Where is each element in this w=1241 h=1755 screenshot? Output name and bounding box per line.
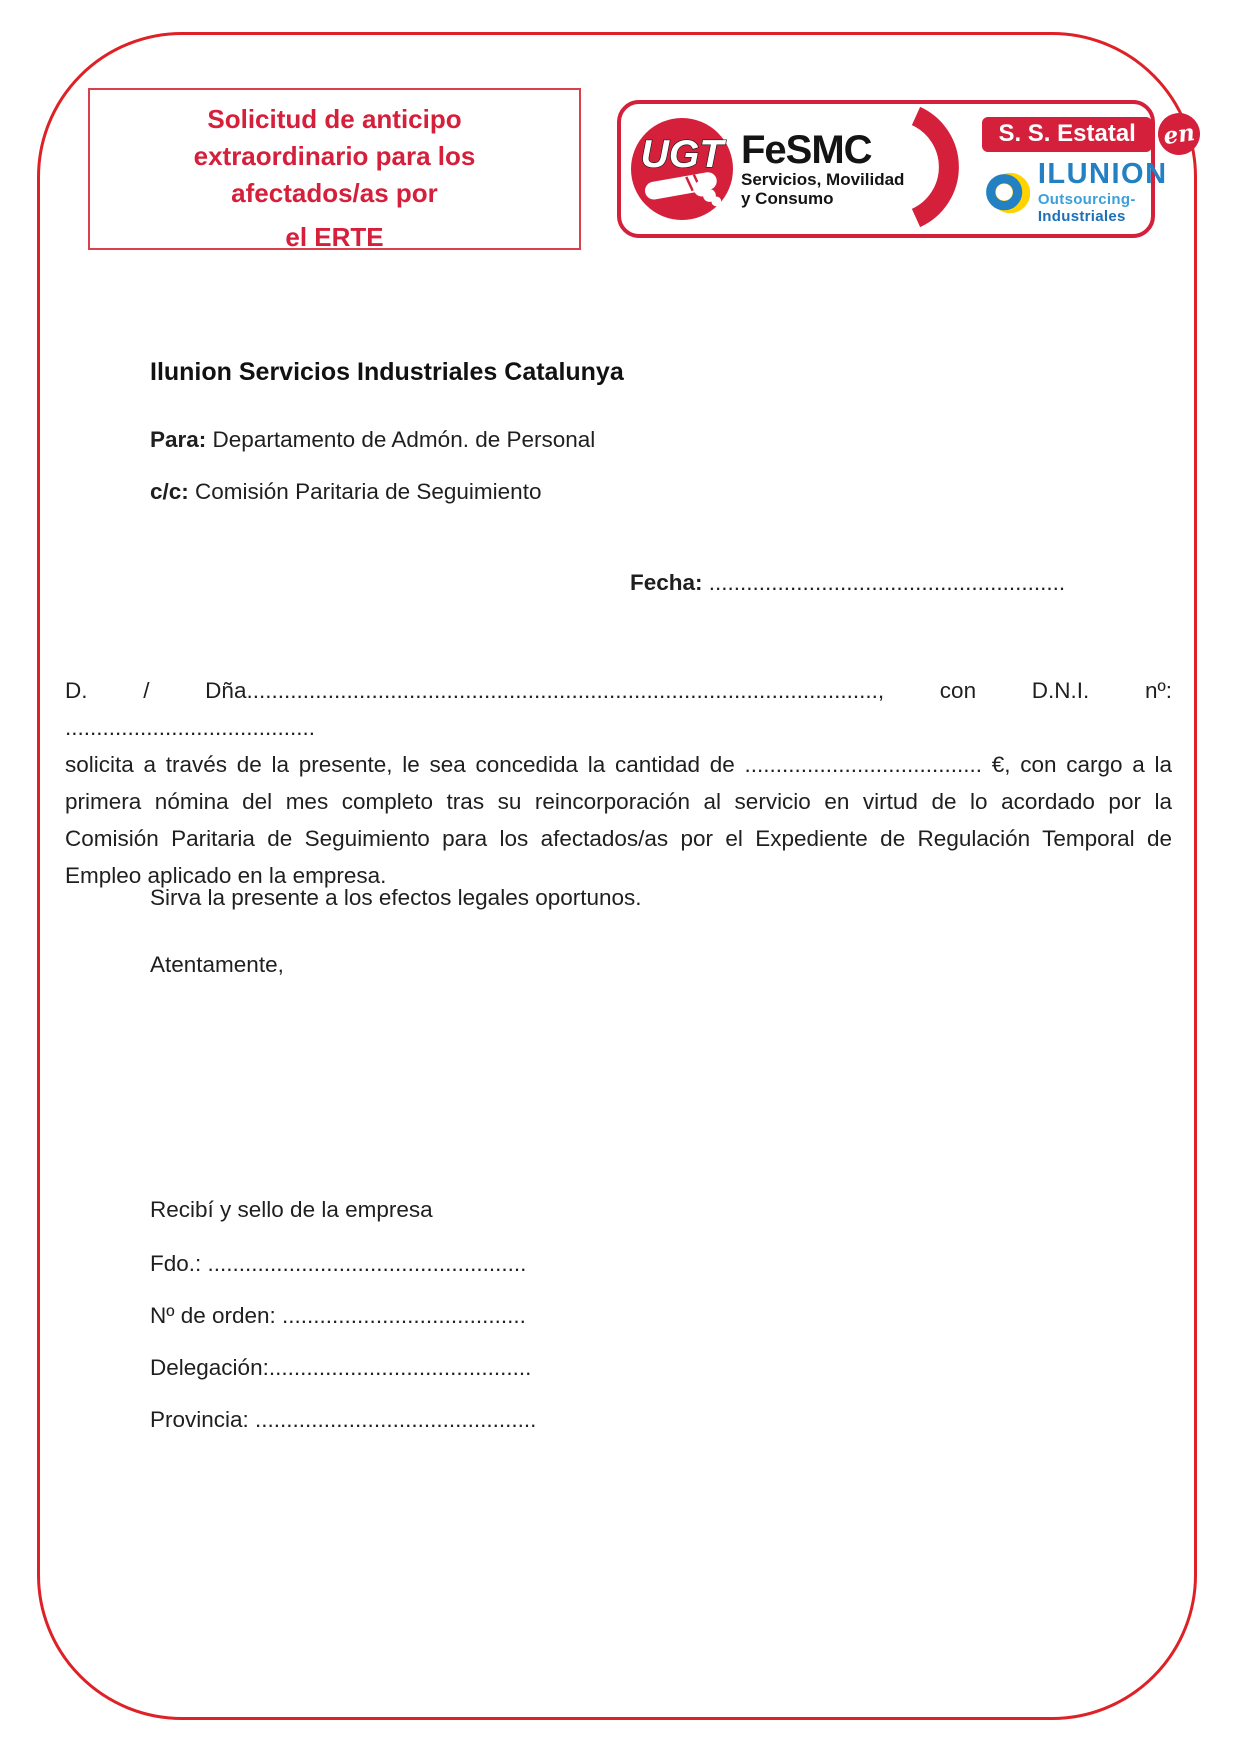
order-number-line: Nº de orden: ....................................... [150, 1303, 526, 1328]
ilunion-tagline [1038, 191, 1200, 225]
logo-banner [617, 100, 1197, 238]
cc-value: Comisión Paritaria de Seguimiento [188, 479, 542, 504]
title-line-3: afectados/as por [231, 178, 438, 208]
ugt-logo-icon [631, 118, 733, 220]
signed-by-line: Fdo.: ................................................... [150, 1251, 527, 1276]
province-line: Provincia: ............................................. [150, 1407, 537, 1432]
en-badge-icon: en [1155, 110, 1202, 157]
title-box [88, 88, 581, 250]
date-label: Fecha: [630, 570, 703, 595]
received-line: Recibí y sello de la empresa [150, 1197, 433, 1222]
ilunion-tagline-outsourcing: Outsourcing [1037, 191, 1131, 208]
fesmc-logo [741, 130, 904, 208]
delegation-line: Delegación:.......................................... [150, 1355, 532, 1380]
ilunion-logo [982, 160, 1199, 225]
ilunion-tagline-separator: - [1130, 191, 1136, 208]
estatal-banner: S. S. Estatal [982, 117, 1151, 152]
ugt-handshake-icon [631, 118, 733, 220]
cc-label: c/c: [150, 479, 189, 504]
title-line-4: el ERTE [285, 222, 384, 252]
request-paragraph-line-2: solicita a través de la presente, le sea concedida la cantidad de ...................................... €, con cargo a la [65, 752, 1172, 777]
date-blank-dots: ......................................................... [702, 570, 1066, 595]
signoff-line: Atentamente, [150, 952, 284, 977]
fesmc-subtitle-1: Servicios, Movilidad [741, 170, 905, 189]
estatal-row [982, 113, 1199, 155]
request-paragraph-line-5: Empleo aplicado en la empresa. [65, 863, 387, 888]
svg-text:UGT: UGT [640, 132, 724, 177]
request-paragraph-line-3: primera nómina del mes completo tras su reincorporación al servicio en virtud de lo acordado por la [65, 789, 1172, 814]
legal-line: Sirva la presente a los efectos legales oportunos. [150, 885, 642, 910]
title-line-1: Solicitud de anticipo [207, 104, 462, 134]
red-arc-icon [906, 105, 978, 234]
fesmc-subtitle-2: y Consumo [741, 189, 834, 208]
request-paragraph-line-1: D. / Dña....................................................................................................., con D.N.I. nº: ........................................ [65, 678, 1172, 740]
request-paragraph-line-4: Comisión Paritaria de Seguimiento para los afectados/as por el Expediente de Regulación Temporal de [65, 826, 1172, 851]
company-heading: Ilunion Servicios Industriales Catalunya [150, 358, 624, 386]
ilunion-text-block [1038, 160, 1200, 225]
date-line [630, 570, 1065, 596]
to-value: Departamento de Admón. de Personal [206, 427, 596, 452]
ilunion-name: ILUNION [1037, 158, 1168, 190]
cc-line [150, 479, 541, 505]
ilunion-swirl-icon [984, 167, 1029, 219]
ilunion-tagline-industriales: Industriales [1037, 208, 1126, 225]
logo-right-column [982, 113, 1199, 225]
request-paragraph [65, 672, 1172, 894]
title-line-2: extraordinario para los [193, 141, 476, 171]
to-label: Para: [150, 427, 207, 452]
to-line [150, 427, 595, 453]
fesmc-name: FeSMC [741, 128, 872, 172]
